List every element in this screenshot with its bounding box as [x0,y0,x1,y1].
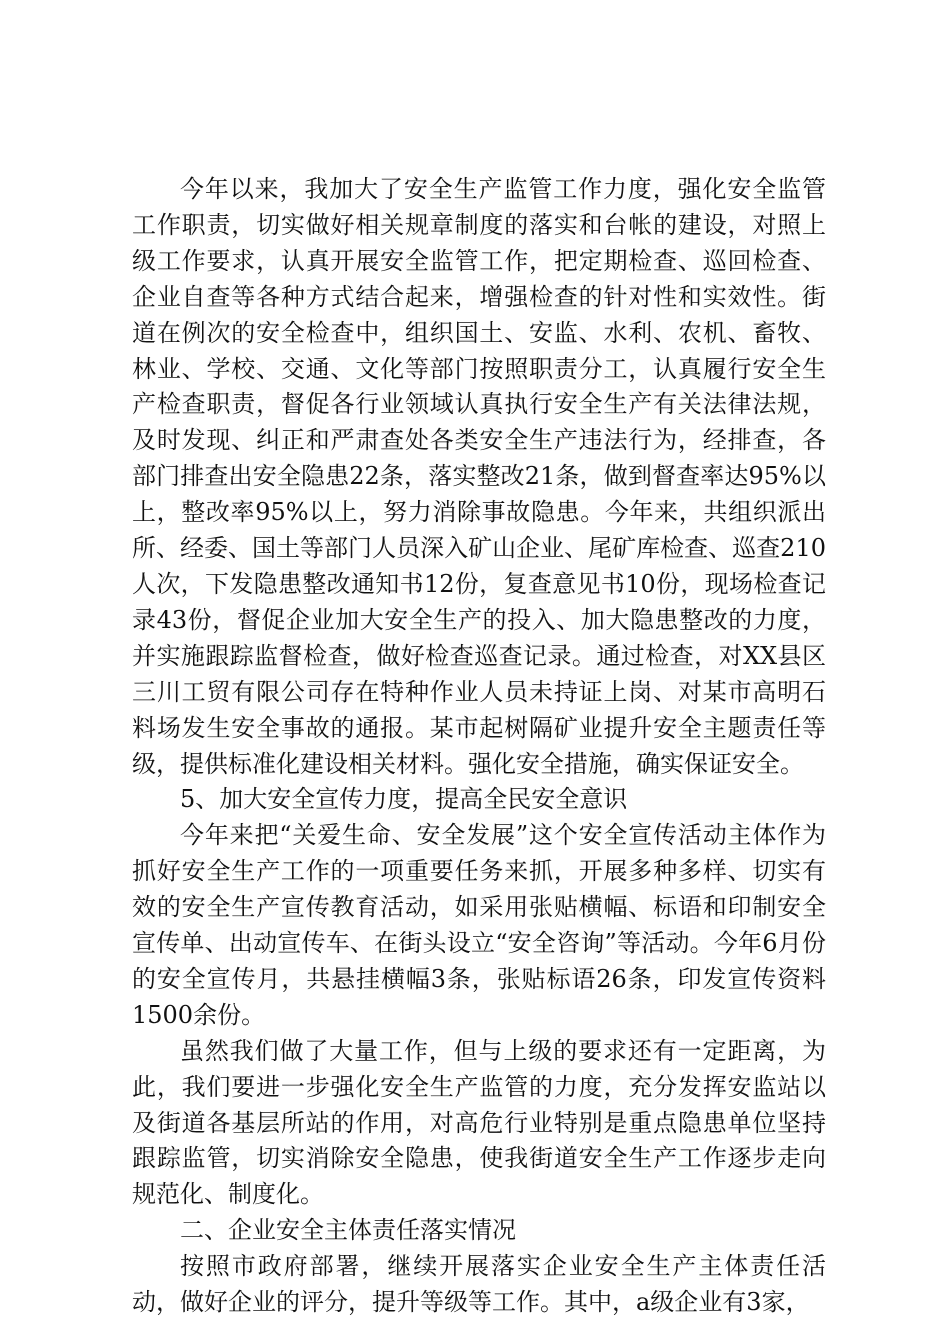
paragraph-enterprise-rating: 按照市政府部署，继续开展落实企业安全生产主体责任活动，做好企业的评分，提升等级等工作。其中，a级企业有3家， [132,1252,826,1317]
paragraph-inspection-work: 今年以来，我加大了安全生产监管工作力度，强化安全监管工作职责，切实做好相关规章制度的落实和台帐的建设，对照上级工作要求，认真开展安全监管工作，把定期检查、巡回检查、企业自查等各种方式结合起来，增强检查的针对性和实效性。街道在例次的安全检查中，组织国土、安监、水利、农机、畜牧、林业、学校、交通、文化等部门按照职责分工，认真履行安全生产检查职责，督促各行业领域认真执行安全生产有关法律法规，及时发现、纠正和严肃查处各类安全生产违法行为，经排查，各部门排查出安全隐患22条，落实整改21条，做到督查率达95%以上，整改率95%以上，努力消除事故隐患。今年来，共组织派出所、经委、国土等部门人员深入矿山企业、尾矿库检查、巡查210人次，下发隐患整改通知书12份，复查意见书10份，现场检查记录43份，督促企业加大安全生产的投入、加大隐患整改的力度，并实施跟踪监督检查，做好检查巡查记录。通过检查，对XX县区三川工贸有限公司存在特种作业人员未持证上岗、对某市高明石料场发生安全事故的通报。某市起树隔矿业提升安全主题责任等级，提供标准化建设相关材料。强化安全措施，确实保证安全。 [132,175,826,778]
section-heading-enterprise-responsibility: 二、企业安全主体责任落实情况 [180,1216,516,1245]
document-body [132,172,826,1321]
section-heading-safety-publicity: 5、加大安全宣传力度，提高全民安全意识 [180,785,628,814]
paragraph-future-plans: 虽然我们做了大量工作，但与上级的要求还有一定距离，为此，我们要进一步强化安全生产监管的力度，充分发挥安监站以及街道各基层所站的作用，对高危行业特别是重点隐患单位坚持跟踪监管，切实消除安全隐患，使我街道安全生产工作逐步走向规范化、制度化。 [132,1036,826,1209]
paragraph-publicity-activities: 今年来把“关爱生命、安全发展”这个安全宣传活动主体作为抓好安全生产工作的一项重要任务来抓，开展多种多样、切实有效的安全生产宣传教育活动，如采用张贴横幅、标语和印制安全宣传单、出动宣传车、在街头设立“安全咨询”等活动。今年6月份的安全宣传月，共悬挂横幅3条，张贴标语26条，印发宣传资料1500余份。 [132,821,826,1029]
